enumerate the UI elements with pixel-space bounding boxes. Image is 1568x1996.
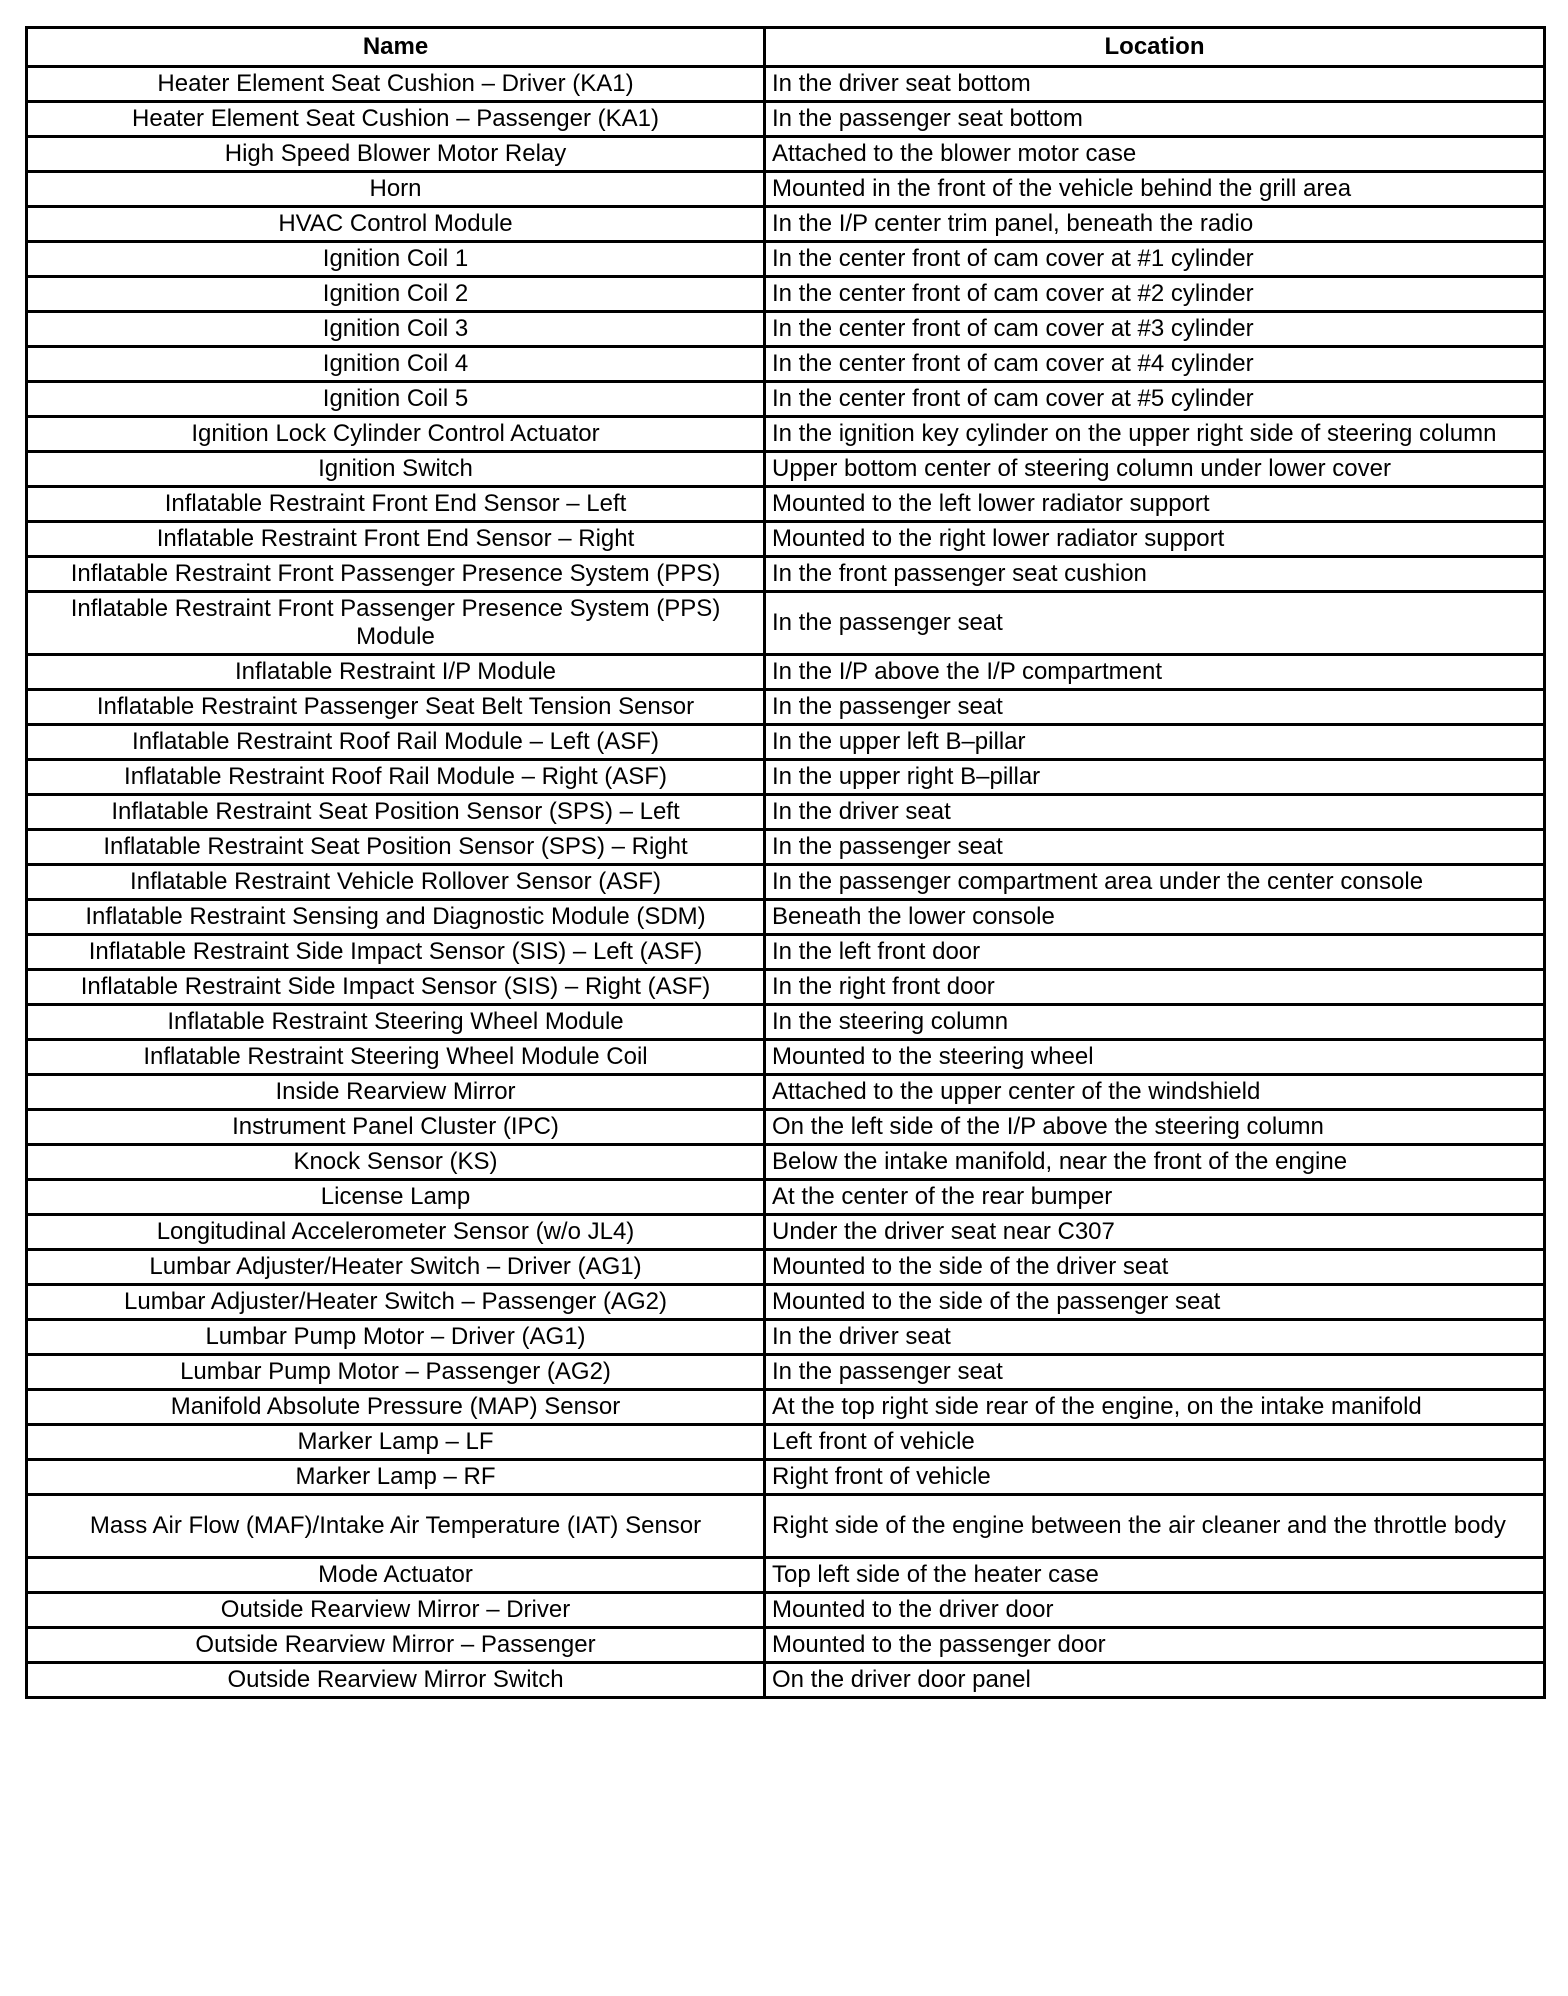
component-location-cell: In the passenger seat — [765, 1355, 1545, 1390]
component-location-cell: In the passenger seat bottom — [765, 102, 1545, 137]
table-row — [27, 242, 1545, 277]
component-location-cell: Mounted to the right lower radiator support — [765, 522, 1545, 557]
table-row — [27, 382, 1545, 417]
table-row — [27, 655, 1545, 690]
component-name-cell: Marker Lamp – LF — [27, 1425, 765, 1460]
table-row — [27, 417, 1545, 452]
component-name-cell: Inflatable Restraint Passenger Seat Belt Tension Sensor — [27, 690, 765, 725]
component-name-cell: Longitudinal Accelerometer Sensor (w/o JL4) — [27, 1215, 765, 1250]
table-row — [27, 970, 1545, 1005]
component-name-cell: Inflatable Restraint Sensing and Diagnostic Module (SDM) — [27, 900, 765, 935]
component-name-cell: Mass Air Flow (MAF)/Intake Air Temperature (IAT) Sensor — [27, 1495, 765, 1558]
component-name-cell: Knock Sensor (KS) — [27, 1145, 765, 1180]
component-name-cell: Inside Rearview Mirror — [27, 1075, 765, 1110]
table-row — [27, 1425, 1545, 1460]
component-location-cell: In the front passenger seat cushion — [765, 557, 1545, 592]
component-name-cell: Ignition Switch — [27, 452, 765, 487]
table-row — [27, 690, 1545, 725]
table-row — [27, 1628, 1545, 1663]
component-location-cell: In the steering column — [765, 1005, 1545, 1040]
component-location-cell: In the upper right B–pillar — [765, 760, 1545, 795]
component-name-cell: Marker Lamp – RF — [27, 1460, 765, 1495]
component-location-cell: Attached to the blower motor case — [765, 137, 1545, 172]
location-column-header: Location — [765, 28, 1545, 67]
component-name-cell: Inflatable Restraint Vehicle Rollover Sensor (ASF) — [27, 865, 765, 900]
component-name-cell: Mode Actuator — [27, 1558, 765, 1593]
table-row — [27, 1250, 1545, 1285]
component-name-cell: Ignition Coil 2 — [27, 277, 765, 312]
component-location-cell: Attached to the upper center of the windshield — [765, 1075, 1545, 1110]
table-row — [27, 935, 1545, 970]
table-row — [27, 865, 1545, 900]
component-name-cell: Ignition Coil 5 — [27, 382, 765, 417]
component-location-cell: Right side of the engine between the air cleaner and the throttle body — [765, 1495, 1545, 1558]
table-row — [27, 1005, 1545, 1040]
component-name-cell: Inflatable Restraint Front Passenger Presence System (PPS) — [27, 557, 765, 592]
table-row — [27, 1040, 1545, 1075]
component-location-cell: Mounted in the front of the vehicle behind the grill area — [765, 172, 1545, 207]
component-name-cell: Ignition Lock Cylinder Control Actuator — [27, 417, 765, 452]
component-location-cell: Mounted to the passenger door — [765, 1628, 1545, 1663]
table-row — [27, 207, 1545, 242]
table-row — [27, 1320, 1545, 1355]
component-location-cell: In the upper left B–pillar — [765, 725, 1545, 760]
component-location-cell: In the left front door — [765, 935, 1545, 970]
component-location-cell: Beneath the lower console — [765, 900, 1545, 935]
table-row — [27, 1355, 1545, 1390]
component-location-cell: Mounted to the side of the passenger seat — [765, 1285, 1545, 1320]
table-body — [27, 67, 1545, 1698]
table-row — [27, 67, 1545, 102]
table-row — [27, 1663, 1545, 1698]
component-name-cell: HVAC Control Module — [27, 207, 765, 242]
table-row — [27, 725, 1545, 760]
component-location-cell: In the passenger seat — [765, 690, 1545, 725]
component-name-cell: Inflatable Restraint Roof Rail Module – Right (ASF) — [27, 760, 765, 795]
component-location-cell: On the left side of the I/P above the steering column — [765, 1110, 1545, 1145]
component-location-cell: In the driver seat — [765, 1320, 1545, 1355]
component-location-cell: In the center front of cam cover at #4 cylinder — [765, 347, 1545, 382]
component-name-cell: Heater Element Seat Cushion – Driver (KA1) — [27, 67, 765, 102]
component-name-cell: Inflatable Restraint Front End Sensor – Left — [27, 487, 765, 522]
component-location-cell: In the passenger compartment area under the center console — [765, 865, 1545, 900]
component-name-cell: Inflatable Restraint Seat Position Sensor (SPS) – Right — [27, 830, 765, 865]
table-row — [27, 312, 1545, 347]
component-location-cell: Below the intake manifold, near the front of the engine — [765, 1145, 1545, 1180]
table-row — [27, 102, 1545, 137]
table-row — [27, 172, 1545, 207]
component-location-cell: In the right front door — [765, 970, 1545, 1005]
table-row — [27, 1558, 1545, 1593]
component-location-cell: At the top right side rear of the engine, on the intake manifold — [765, 1390, 1545, 1425]
component-name-cell: Manifold Absolute Pressure (MAP) Sensor — [27, 1390, 765, 1425]
component-location-cell: Mounted to the side of the driver seat — [765, 1250, 1545, 1285]
table-row — [27, 592, 1545, 655]
component-location-cell: Upper bottom center of steering column under lower cover — [765, 452, 1545, 487]
table-row — [27, 1285, 1545, 1320]
table-row — [27, 347, 1545, 382]
table-row — [27, 1145, 1545, 1180]
component-location-cell: Mounted to the driver door — [765, 1593, 1545, 1628]
component-name-cell: Inflatable Restraint Seat Position Sensor (SPS) – Left — [27, 795, 765, 830]
component-name-cell: Lumbar Adjuster/Heater Switch – Passenger (AG2) — [27, 1285, 765, 1320]
component-location-cell: In the passenger seat — [765, 830, 1545, 865]
component-name-cell: Inflatable Restraint Steering Wheel Module — [27, 1005, 765, 1040]
component-name-cell: Inflatable Restraint Steering Wheel Module Coil — [27, 1040, 765, 1075]
component-location-cell: In the center front of cam cover at #1 cylinder — [765, 242, 1545, 277]
component-name-cell: Heater Element Seat Cushion – Passenger (KA1) — [27, 102, 765, 137]
component-location-cell: In the I/P above the I/P compartment — [765, 655, 1545, 690]
component-location-cell: Under the driver seat near C307 — [765, 1215, 1545, 1250]
component-name-cell: Ignition Coil 4 — [27, 347, 765, 382]
table-row — [27, 522, 1545, 557]
component-name-cell: Inflatable Restraint Side Impact Sensor (SIS) – Right (ASF) — [27, 970, 765, 1005]
component-name-cell: Ignition Coil 3 — [27, 312, 765, 347]
component-location-table — [25, 26, 1546, 1699]
component-name-cell: High Speed Blower Motor Relay — [27, 137, 765, 172]
component-location-cell: In the driver seat — [765, 795, 1545, 830]
component-location-cell: In the driver seat bottom — [765, 67, 1545, 102]
component-location-cell: Mounted to the steering wheel — [765, 1040, 1545, 1075]
component-name-cell: Outside Rearview Mirror Switch — [27, 1663, 765, 1698]
header-row — [27, 28, 1545, 67]
table-row — [27, 277, 1545, 312]
component-name-cell: Lumbar Pump Motor – Passenger (AG2) — [27, 1355, 765, 1390]
table-row — [27, 1075, 1545, 1110]
component-name-cell: Inflatable Restraint Front Passenger Presence System (PPS) Module — [27, 592, 765, 655]
table-row — [27, 1593, 1545, 1628]
table-row — [27, 900, 1545, 935]
component-location-cell: In the I/P center trim panel, beneath the radio — [765, 207, 1545, 242]
component-name-cell: Instrument Panel Cluster (IPC) — [27, 1110, 765, 1145]
component-name-cell: Lumbar Pump Motor – Driver (AG1) — [27, 1320, 765, 1355]
name-column-header: Name — [27, 28, 765, 67]
component-name-cell: Outside Rearview Mirror – Driver — [27, 1593, 765, 1628]
component-name-cell: Inflatable Restraint Front End Sensor – Right — [27, 522, 765, 557]
table-row — [27, 1495, 1545, 1558]
table-row — [27, 557, 1545, 592]
component-name-cell: Lumbar Adjuster/Heater Switch – Driver (AG1) — [27, 1250, 765, 1285]
table-row — [27, 1390, 1545, 1425]
table-row — [27, 1460, 1545, 1495]
table-row — [27, 487, 1545, 522]
component-location-cell: On the driver door panel — [765, 1663, 1545, 1698]
component-location-cell: In the center front of cam cover at #2 cylinder — [765, 277, 1545, 312]
table-row — [27, 795, 1545, 830]
component-name-cell: Inflatable Restraint I/P Module — [27, 655, 765, 690]
table-row — [27, 1110, 1545, 1145]
table-header — [27, 28, 1545, 67]
component-name-cell: Inflatable Restraint Roof Rail Module – Left (ASF) — [27, 725, 765, 760]
component-location-cell: In the center front of cam cover at #3 cylinder — [765, 312, 1545, 347]
component-location-cell: Left front of vehicle — [765, 1425, 1545, 1460]
component-location-cell: Mounted to the left lower radiator support — [765, 487, 1545, 522]
component-location-cell: In the passenger seat — [765, 592, 1545, 655]
component-name-cell: License Lamp — [27, 1180, 765, 1215]
table-row — [27, 760, 1545, 795]
table-row — [27, 137, 1545, 172]
table-row — [27, 830, 1545, 865]
component-location-cell: At the center of the rear bumper — [765, 1180, 1545, 1215]
table-row — [27, 452, 1545, 487]
component-name-cell: Inflatable Restraint Side Impact Sensor (SIS) – Left (ASF) — [27, 935, 765, 970]
component-location-cell: Top left side of the heater case — [765, 1558, 1545, 1593]
component-location-cell: In the ignition key cylinder on the upper right side of steering column — [765, 417, 1545, 452]
component-name-cell: Outside Rearview Mirror – Passenger — [27, 1628, 765, 1663]
component-name-cell: Ignition Coil 1 — [27, 242, 765, 277]
table-row — [27, 1215, 1545, 1250]
component-location-cell: Right front of vehicle — [765, 1460, 1545, 1495]
component-name-cell: Horn — [27, 172, 765, 207]
table-row — [27, 1180, 1545, 1215]
component-location-cell: In the center front of cam cover at #5 cylinder — [765, 382, 1545, 417]
